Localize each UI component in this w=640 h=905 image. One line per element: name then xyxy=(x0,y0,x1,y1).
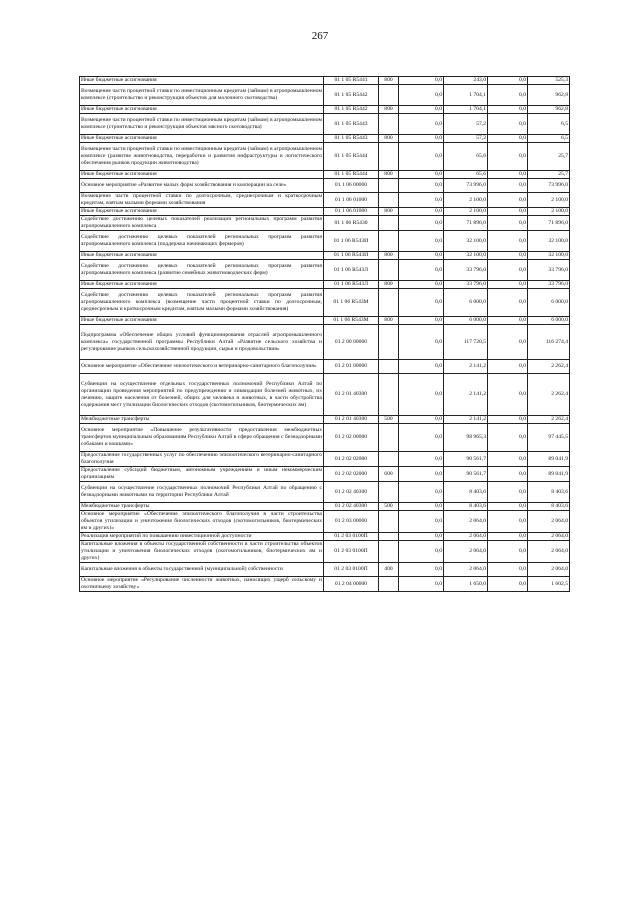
row-code: 01 1 06 R5430 xyxy=(324,216,379,231)
row-name: Возмещение части процентной ставки по инвестиционным кредитам (займам) в агропромышленном комплексе (развитие животноводства, переработки и развития инфраструктуры и логистического обеспечения рынков продукции животноводства) xyxy=(80,143,324,171)
row-value-1: 0,0 xyxy=(399,325,444,360)
row-code: 01 1 06 R543Л xyxy=(324,260,379,281)
row-value-3: 0,0 xyxy=(488,374,528,416)
row-value-4: 33 796,0 xyxy=(528,260,570,281)
row-expense-type xyxy=(379,289,399,317)
row-value-3: 0,0 xyxy=(488,208,528,216)
row-expense-type: 400 xyxy=(379,563,399,577)
row-value-1: 0,0 xyxy=(399,281,444,289)
row-code: 01 1 06 R543Л xyxy=(324,281,379,289)
table-row xyxy=(80,85,570,106)
table-row xyxy=(80,360,570,374)
row-value-3: 0,0 xyxy=(488,179,528,193)
row-value-2: 1 650,0 xyxy=(444,577,488,592)
row-value-2: 6 000,0 xyxy=(444,289,488,317)
budget-table-body xyxy=(80,77,570,592)
row-code: 01 2 04 00000 xyxy=(324,577,379,592)
row-value-2: 2 141,2 xyxy=(444,374,488,416)
row-value-1: 0,0 xyxy=(399,503,444,511)
row-name: Иные бюджетные ассигнования xyxy=(80,317,324,325)
row-code: 01 2 02 40300 xyxy=(324,482,379,503)
row-value-2: 2 064,0 xyxy=(444,541,488,563)
row-value-3: 0,0 xyxy=(488,325,528,360)
row-code: 01 2 01 00000 xyxy=(324,360,379,374)
row-name: Иные бюджетные ассигнования xyxy=(80,252,324,260)
row-value-4: 89 041,9 xyxy=(528,467,570,482)
table-row xyxy=(80,577,570,592)
row-name: Основное мероприятие «Обеспечение эпизоотического благополучия в части строительства объектов утилизации и уничтожения биологических отходов (скотомогильников, биотермических ям и других)» xyxy=(81,511,322,531)
row-value-2: 6 000,0 xyxy=(444,317,488,325)
table-row xyxy=(80,533,570,541)
row-name: Основное мероприятие «Регулирование численности животных, наносящих ущерб сельскому и охотничьему хозяйству» xyxy=(81,577,322,590)
row-value-1: 0,0 xyxy=(399,193,444,208)
row-value-2: 65,6 xyxy=(444,143,488,171)
row-value-3: 0,0 xyxy=(488,563,528,577)
row-value-3: 0,0 xyxy=(488,260,528,281)
row-name: Предоставление государственных услуг по обеспечению эпизоотического ветеринарно-санитарного благополучия xyxy=(81,452,322,465)
row-value-2: 90 561,7 xyxy=(444,452,488,467)
row-value-3: 0,0 xyxy=(488,143,528,171)
table-row xyxy=(80,231,570,252)
row-value-4: 8 403,6 xyxy=(528,503,570,511)
row-value-2: 65,6 xyxy=(444,171,488,179)
row-value-3: 0,0 xyxy=(488,171,528,179)
row-code: 01 1 05 R5441 xyxy=(324,77,379,85)
row-value-2: 57,2 xyxy=(444,135,488,143)
row-expense-type: 800 xyxy=(379,106,399,114)
row-value-2: 2 141,2 xyxy=(444,416,488,424)
row-expense-type: 800 xyxy=(379,281,399,289)
row-value-2: 2 100,0 xyxy=(444,208,488,216)
row-value-2: 2 064,0 xyxy=(444,533,488,541)
row-value-3: 0,0 xyxy=(488,482,528,503)
row-expense-type: 800 xyxy=(379,208,399,216)
row-value-1: 0,0 xyxy=(399,374,444,416)
table-row xyxy=(80,467,570,482)
row-name: Иные бюджетные ассигнования xyxy=(80,106,324,114)
row-value-4: 2 064,0 xyxy=(528,563,570,577)
row-value-3: 0,0 xyxy=(488,503,528,511)
table-row xyxy=(80,171,570,179)
row-value-1: 0,0 xyxy=(399,231,444,252)
row-value-3: 0,0 xyxy=(488,114,528,135)
row-expense-type: 800 xyxy=(379,135,399,143)
row-code: 01 2 01 40300 xyxy=(324,374,379,416)
row-value-4: 73 996,0 xyxy=(528,179,570,193)
table-row xyxy=(80,374,570,416)
row-value-2: 33 796,0 xyxy=(444,281,488,289)
row-expense-type xyxy=(379,482,399,503)
row-value-2: 8 403,6 xyxy=(444,503,488,511)
row-value-2: 98 965,3 xyxy=(444,424,488,452)
row-code: 01 1 05 R5443 xyxy=(324,135,379,143)
row-name: Содействие достижению целевых показателей реализации региональных программ развития агропромышленного комплекса xyxy=(81,216,322,229)
row-value-1: 0,0 xyxy=(399,317,444,325)
row-expense-type xyxy=(379,231,399,252)
row-expense-type xyxy=(379,85,399,106)
row-value-1: 0,0 xyxy=(399,216,444,231)
row-code: 01 1 05 R5444 xyxy=(324,171,379,179)
table-row xyxy=(80,143,570,171)
row-value-3: 0,0 xyxy=(488,289,528,317)
row-value-4: 962,8 xyxy=(528,85,570,106)
row-name: Подпрограмма «Обеспечение общих условий функционирования отраслей агропромышленного комплекса» государственной программы Республики Алтай «Развитие сельского хозяйства и регулирование рынков сельскохозяйственной продукции, сырья и продовольствия» xyxy=(80,325,324,360)
row-value-4: 25,7 xyxy=(528,171,570,179)
row-value-1: 0,0 xyxy=(399,577,444,592)
row-value-3: 0,0 xyxy=(488,317,528,325)
row-expense-type: 500 xyxy=(379,416,399,424)
row-value-4: 2 262,4 xyxy=(528,416,570,424)
row-name: Основное мероприятие «Обеспечение эпизоотического и ветеринарно-санитарного благополучия» xyxy=(80,360,324,374)
row-value-4: 6,5 xyxy=(528,114,570,135)
row-code: 01 1 05 R5442 xyxy=(324,85,379,106)
table-row xyxy=(80,260,570,281)
table-row xyxy=(80,325,570,360)
row-value-4: 8 403,6 xyxy=(528,482,570,503)
page-number: 267 xyxy=(311,30,329,42)
row-code: 01 2 03 00000 xyxy=(324,511,379,533)
table-row xyxy=(80,208,570,216)
row-code: 01 2 03 0100П xyxy=(324,533,379,541)
row-value-2: 33 796,0 xyxy=(444,260,488,281)
row-value-1: 0,0 xyxy=(399,179,444,193)
row-value-2: 2 100,0 xyxy=(444,193,488,208)
table-row xyxy=(80,482,570,503)
table-row xyxy=(80,179,570,193)
row-value-3: 0,0 xyxy=(488,231,528,252)
row-code: 01 2 02 02000 xyxy=(324,467,379,482)
row-name: Иные бюджетные ассигнования xyxy=(80,77,324,85)
row-value-4: 6 000,0 xyxy=(528,317,570,325)
row-value-1: 0,0 xyxy=(399,85,444,106)
row-value-3: 0,0 xyxy=(488,577,528,592)
row-expense-type: 600 xyxy=(379,467,399,482)
row-name: Содействие достижению целевых показателей региональных программ развития агропромышленного комплекса (возмещение части процентной ставки по долгосрочным, среднесрочным и краткосрочным кредитам, взятым малыми формами хозяйствования) xyxy=(80,289,324,317)
row-expense-type xyxy=(379,374,399,416)
row-value-3: 0,0 xyxy=(488,106,528,114)
row-expense-type: 800 xyxy=(379,317,399,325)
row-value-2: 57,2 xyxy=(444,114,488,135)
row-code: 01 1 06 R543М xyxy=(324,317,379,325)
row-name: Иные бюджетные ассигнования xyxy=(80,135,324,143)
row-name: Межбюджетные трансферты xyxy=(80,503,324,511)
row-expense-type xyxy=(379,577,399,592)
table-row xyxy=(80,452,570,467)
row-value-2: 2 141,2 xyxy=(444,360,488,374)
row-value-4: 2 100,0 xyxy=(528,208,570,216)
row-code: 01 1 05 R5443 xyxy=(324,114,379,135)
row-value-3: 0,0 xyxy=(488,216,528,231)
row-value-3: 0,0 xyxy=(488,511,528,533)
row-value-1: 0,0 xyxy=(399,135,444,143)
row-expense-type xyxy=(379,452,399,467)
row-name: Содействие достижению целевых показателей региональных программ развития агропромышленного комплекса (развитие семейных животноводческих ферм) xyxy=(80,260,324,281)
row-expense-type xyxy=(379,541,399,563)
row-value-4: 71 896,0 xyxy=(528,216,570,231)
row-value-1: 0,0 xyxy=(399,533,444,541)
row-value-3: 0,0 xyxy=(488,541,528,563)
row-expense-type xyxy=(379,260,399,281)
row-value-1: 0,0 xyxy=(399,360,444,374)
row-name: Предоставление субсидий бюджетным, автономным учреждениям и иным некоммерческим организациям xyxy=(81,467,322,480)
row-code: 01 1 06 00000 xyxy=(324,179,379,193)
row-name: Иные бюджетные ассигнования xyxy=(80,208,324,216)
row-value-4: 33 796,0 xyxy=(528,281,570,289)
row-value-3: 0,0 xyxy=(488,360,528,374)
row-value-4: 2 064,0 xyxy=(528,533,570,541)
row-value-2: 1 704,1 xyxy=(444,106,488,114)
row-value-4: 1 602,5 xyxy=(528,577,570,592)
row-expense-type xyxy=(379,143,399,171)
row-expense-type xyxy=(379,114,399,135)
row-value-2: 1 704,1 xyxy=(444,85,488,106)
row-value-2: 2 064,0 xyxy=(444,563,488,577)
row-code: 01 2 03 0100П xyxy=(324,541,379,563)
row-expense-type: 800 xyxy=(379,171,399,179)
row-value-2: 32 100,0 xyxy=(444,252,488,260)
row-value-2: 32 100,0 xyxy=(444,231,488,252)
table-row xyxy=(80,252,570,260)
table-row xyxy=(80,503,570,511)
row-expense-type xyxy=(379,424,399,452)
row-value-1: 0,0 xyxy=(399,260,444,281)
row-value-4: 2 262,4 xyxy=(528,374,570,416)
row-name: Капитальные вложения в объекты государственной (муниципальной) собственности xyxy=(80,563,324,577)
row-value-2: 90 561,7 xyxy=(444,467,488,482)
row-value-1: 0,0 xyxy=(399,77,444,85)
table-row xyxy=(80,193,570,208)
row-value-1: 0,0 xyxy=(399,171,444,179)
row-name: Межбюджетные трансферты xyxy=(80,416,324,424)
row-value-3: 0,0 xyxy=(488,416,528,424)
table-row xyxy=(80,424,570,452)
table-row xyxy=(80,289,570,317)
row-value-4: 962,8 xyxy=(528,106,570,114)
row-name: Основное мероприятие «Повышение результативности предоставления межбюджетных трансфертов муниципальным образованиям Республики Алтай в сфере обращения с безнадзорными собаками и кошками» xyxy=(80,424,324,452)
table-row xyxy=(80,114,570,135)
table-row xyxy=(80,216,570,231)
row-value-1: 0,0 xyxy=(399,106,444,114)
row-value-4: 32 100,0 xyxy=(528,252,570,260)
row-value-4: 89 041,9 xyxy=(528,452,570,467)
row-expense-type: 500 xyxy=(379,503,399,511)
row-name: Капитальные вложения в объекты государственной собственности в части строительства объектов утилизации и уничтожения биологических отходов (скотомогильников, биотермических ям и других) xyxy=(81,541,322,561)
row-value-3: 0,0 xyxy=(488,533,528,541)
row-value-3: 0,0 xyxy=(488,281,528,289)
row-value-3: 0,0 xyxy=(488,77,528,85)
row-value-1: 0,0 xyxy=(399,467,444,482)
row-code: 01 1 05 R5442 xyxy=(324,106,379,114)
row-value-2: 8 403,6 xyxy=(444,482,488,503)
row-expense-type xyxy=(379,325,399,360)
row-name: Содействие достижению целевых показателей региональных программ развития агропромышленного комплекса (поддержка начинающих фермеров) xyxy=(80,231,324,252)
row-value-4: 2 064,0 xyxy=(528,511,570,533)
table-row xyxy=(80,416,570,424)
row-value-4: 6,5 xyxy=(528,135,570,143)
row-code: 01 1 06 R543И xyxy=(324,231,379,252)
row-value-2: 71 896,0 xyxy=(444,216,488,231)
row-code: 01 1 06 01000 xyxy=(324,193,379,208)
row-code: 01 1 06 R543И xyxy=(324,252,379,260)
row-name: Возмещение части процентной ставки по инвестиционным кредитам (займам) в агропромышленном комплексе (строительство и реконструкция объектов мясного скотоводства) xyxy=(80,114,324,135)
budget-table xyxy=(79,76,570,592)
row-code: 01 1 06 R543М xyxy=(324,289,379,317)
row-expense-type xyxy=(379,360,399,374)
row-value-1: 0,0 xyxy=(399,452,444,467)
row-name: Возмещение части процентной ставки по долгосрочным, среднесрочным и краткосрочным кредитам, взятым малыми формами хозяйствования xyxy=(81,193,322,206)
row-name: Иные бюджетные ассигнования xyxy=(80,171,324,179)
table-row xyxy=(80,541,570,563)
row-code: 01 2 02 00000 xyxy=(324,424,379,452)
row-value-1: 0,0 xyxy=(399,208,444,216)
row-value-4: 2 064,0 xyxy=(528,541,570,563)
row-value-1: 0,0 xyxy=(399,563,444,577)
row-value-1: 0,0 xyxy=(399,143,444,171)
row-name: Иные бюджетные ассигнования xyxy=(80,281,324,289)
row-value-3: 0,0 xyxy=(488,467,528,482)
row-value-1: 0,0 xyxy=(399,424,444,452)
row-name: Реализация мероприятий по повышению инвестиционной доступности xyxy=(80,533,324,541)
row-value-4: 97 445,5 xyxy=(528,424,570,452)
row-value-1: 0,0 xyxy=(399,416,444,424)
row-expense-type xyxy=(379,216,399,231)
row-expense-type xyxy=(379,511,399,533)
row-value-2: 73 996,0 xyxy=(444,179,488,193)
row-value-1: 0,0 xyxy=(399,289,444,317)
row-value-2: 2 064,0 xyxy=(444,511,488,533)
row-name: Субвенции на осуществление отдельных государственных полномочий Республики Алтай по организации проведения мероприятий по предупреждению и ликвидации болезней животных, их лечению, защите населения от болезней, общих для человека и животных, в части обустройства содержания мест утилизации биологических отходов (скотомогильников, биотермических ям) xyxy=(80,374,324,416)
row-expense-type: 800 xyxy=(379,252,399,260)
row-code: 01 2 02 40300 xyxy=(324,503,379,511)
table-row xyxy=(80,106,570,114)
row-expense-type: 800 xyxy=(379,77,399,85)
row-code: 01 2 01 40300 xyxy=(324,416,379,424)
table-row xyxy=(80,511,570,533)
row-value-4: 2 100,0 xyxy=(528,193,570,208)
row-value-3: 0,0 xyxy=(488,424,528,452)
row-expense-type xyxy=(379,193,399,208)
row-name: Возмещение части процентной ставки по инвестиционным кредитам (займам) в агропромышленном комплексе (строительство и реконструкция объектов для молочного скотоводства) xyxy=(80,85,324,106)
table-row xyxy=(80,317,570,325)
row-value-2: 117 720,5 xyxy=(444,325,488,360)
row-value-4: 32 100,0 xyxy=(528,231,570,252)
row-value-1: 0,0 xyxy=(399,252,444,260)
row-code: 01 2 00 00000 xyxy=(324,325,379,360)
row-code: 01 1 05 R5444 xyxy=(324,143,379,171)
row-value-4: 6 000,0 xyxy=(528,289,570,317)
row-value-3: 0,0 xyxy=(488,135,528,143)
row-code: 01 2 02 02000 xyxy=(324,452,379,467)
row-name: Субвенции на осуществление государственных полномочий Республики Алтай по обращению с безнадзорными животными на территории Республики Алтай xyxy=(80,482,324,503)
row-value-4: 2 262,4 xyxy=(528,360,570,374)
row-value-2: 243,0 xyxy=(444,77,488,85)
row-expense-type xyxy=(379,179,399,193)
row-code: 01 1 06 01000 xyxy=(324,208,379,216)
row-value-3: 0,0 xyxy=(488,85,528,106)
row-value-4: 525,3 xyxy=(528,77,570,85)
row-value-3: 0,0 xyxy=(488,252,528,260)
row-value-3: 0,0 xyxy=(488,193,528,208)
row-value-4: 116 274,4 xyxy=(528,325,570,360)
row-code: 01 2 03 0100П xyxy=(324,563,379,577)
row-expense-type xyxy=(379,533,399,541)
table-row xyxy=(80,281,570,289)
row-value-3: 0,0 xyxy=(488,452,528,467)
table-row xyxy=(80,563,570,577)
table-row xyxy=(80,77,570,85)
row-value-1: 0,0 xyxy=(399,114,444,135)
table-row xyxy=(80,135,570,143)
row-value-1: 0,0 xyxy=(399,511,444,533)
row-name: Основное мероприятие «Развитие малых форм хозяйствования и кооперации на селе» xyxy=(80,179,324,193)
row-value-1: 0,0 xyxy=(399,482,444,503)
row-value-1: 0,0 xyxy=(399,541,444,563)
row-value-4: 25,7 xyxy=(528,143,570,171)
